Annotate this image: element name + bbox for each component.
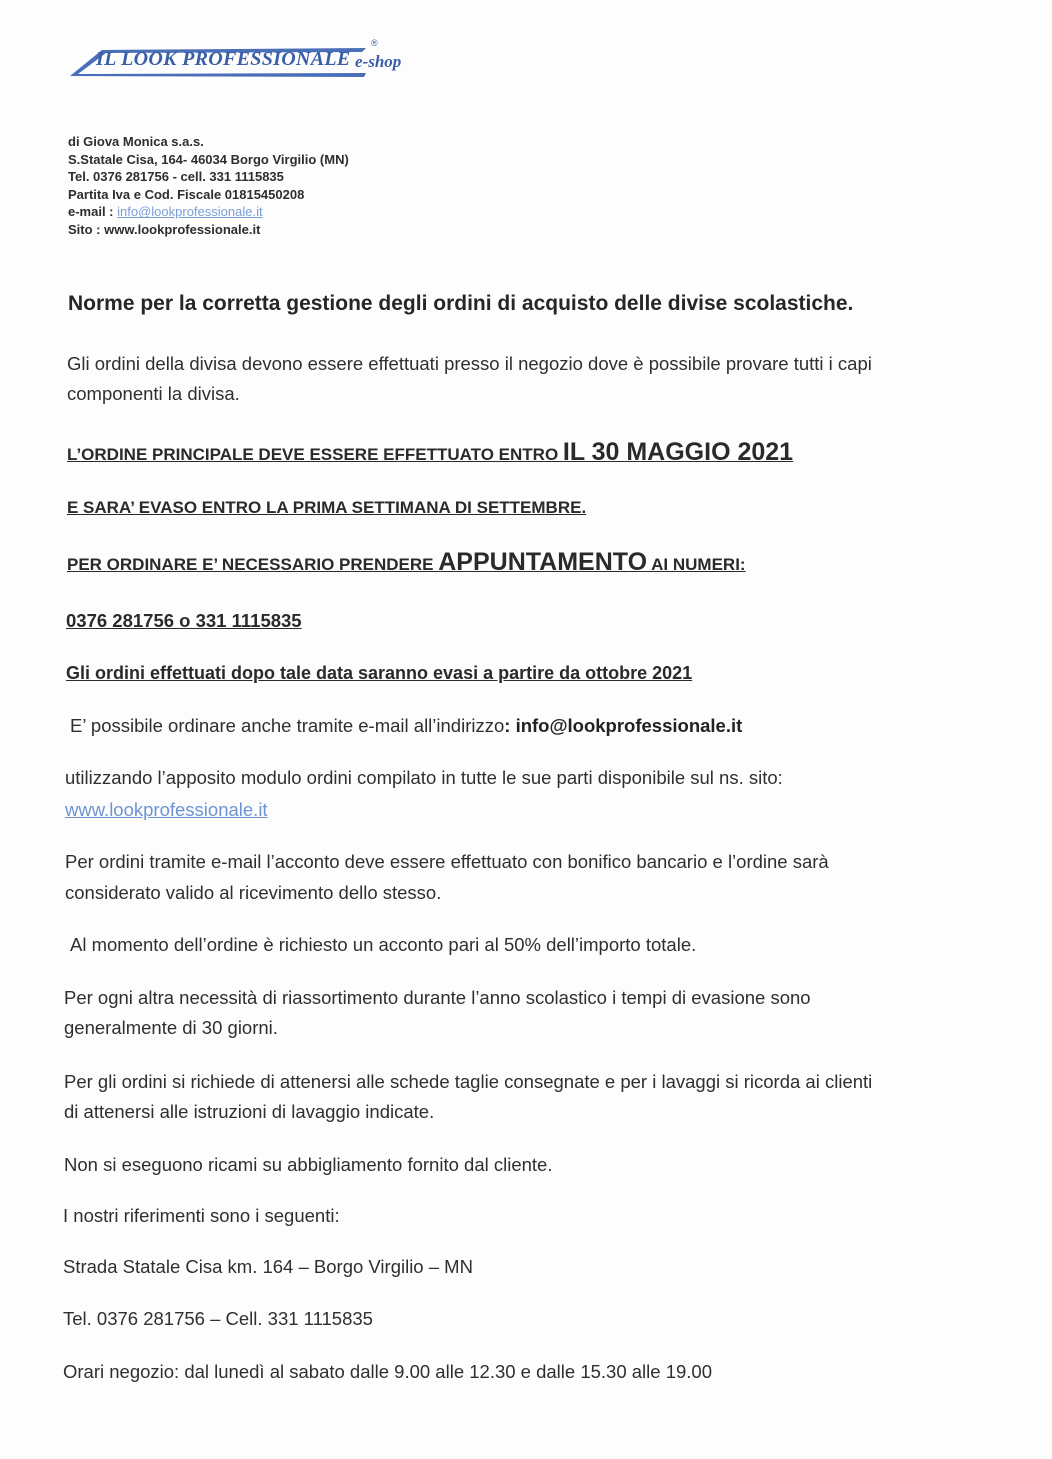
company-vat: Partita Iva e Cod. Fiscale 01815450208 <box>68 186 305 202</box>
embroidery-line: Non si eseguono ricami su abbigliamento fornito dal cliente. <box>64 1154 553 1175</box>
site-link[interactable]: www.lookprofessionale.it <box>65 799 268 820</box>
site-label: Sito : <box>68 221 101 237</box>
restock-line-2: generalmente di 30 giorni. <box>64 1017 278 1038</box>
company-phone: Tel. 0376 281756 - cell. 331 1115835 <box>68 169 284 185</box>
intro-line-1: Gli ordini della divisa devono essere effettuati presso il negozio dove è possibile provare tutti i capi <box>67 353 872 374</box>
deposit-percent-line: Al momento dell’ordine è richiesto un acconto pari al 50% dell’importo totale. <box>70 934 697 955</box>
logo-sub-text: e-shop <box>355 52 402 71</box>
appointment-suffix: AI NUMERI: <box>647 555 746 574</box>
address-line: Strada Statale Cisa km. 164 – Borgo Virgilio – MN <box>63 1256 473 1277</box>
appointment-prefix: PER ORDINARE E’ NECESSARIO PRENDERE <box>67 555 439 574</box>
deadline-line <box>67 438 793 467</box>
hours-line: Orari negozio: dal lunedì al sabato dalle 9.00 alle 12.30 e dalle 15.30 alle 19.00 <box>63 1361 712 1382</box>
email-order-line <box>70 710 742 741</box>
intro-line-2: componenti la divisa. <box>67 383 240 404</box>
email-order-address[interactable]: info@lookprofessionale.it <box>515 715 743 736</box>
appointment-numbers: 0376 281756 o 331 1115835 <box>66 610 302 631</box>
company-address: S.Statale Cisa, 164- 46034 Borgo Virgilio (MN) <box>68 151 349 167</box>
company-info <box>68 133 349 239</box>
phones-line: Tel. 0376 281756 – Cell. 331 1115835 <box>63 1308 373 1329</box>
email-label: e-mail : <box>68 204 114 220</box>
logo-registered-mark: ® <box>371 38 378 48</box>
references-line: I nostri riferimenti sono i seguenti: <box>63 1205 340 1226</box>
deposit-line-2: considerato valido al ricevimento dello stesso. <box>65 882 442 903</box>
company-email-row <box>68 203 349 221</box>
sizes-line-2: di attenersi alle istruzioni di lavaggio indicate. <box>64 1101 435 1122</box>
deadline-date: IL 30 MAGGIO 2021 <box>562 438 794 466</box>
delivery-line: E SARA’ EVASO ENTRO LA PRIMA SETTIMANA DI SETTEMBRE. <box>67 498 587 517</box>
appointment-word: APPUNTAMENTO <box>438 548 648 576</box>
deposit-line-1: Per ordini tramite e-mail l’acconto deve essere effettuato con bonifico bancario e l’ordine sarà <box>65 851 829 872</box>
page-title: Norme per la corretta gestione degli ordini di acquisto delle divise scolastiche. <box>68 292 854 315</box>
email-order-colon: : <box>504 715 516 736</box>
appointment-line <box>67 548 746 577</box>
email-link[interactable]: info@lookprofessionale.it <box>117 204 263 220</box>
company-site-row <box>68 221 349 239</box>
sizes-line-1: Per gli ordini si richiede di attenersi alle schede taglie consegnate e per i lavaggi si ricorda ai clienti <box>64 1071 873 1092</box>
logo-main-text: IL LOOK PROFESSIONALE <box>96 48 351 70</box>
deadline-prefix: L’ORDINE PRINCIPALE DEVE ESSERE EFFETTUATO ENTRO <box>67 445 563 464</box>
company-name: di Giova Monica s.a.s. <box>68 134 204 149</box>
restock-line-1: Per ogni altra necessità di riassortimento durante l’anno scolastico i tempi di evasione sono <box>64 987 811 1008</box>
module-line: utilizzando l’apposito modulo ordini compilato in tutte le sue parti disponibile sul ns. sito: <box>65 767 783 788</box>
company-logo <box>66 40 426 84</box>
site-value: www.lookprofessionale.it <box>104 221 261 237</box>
email-order-prefix: E’ possibile ordinare anche tramite e-mail all’indirizzo <box>70 715 505 736</box>
late-orders-note: Gli ordini effettuati dopo tale data saranno evasi a partire da ottobre 2021 <box>66 663 693 683</box>
